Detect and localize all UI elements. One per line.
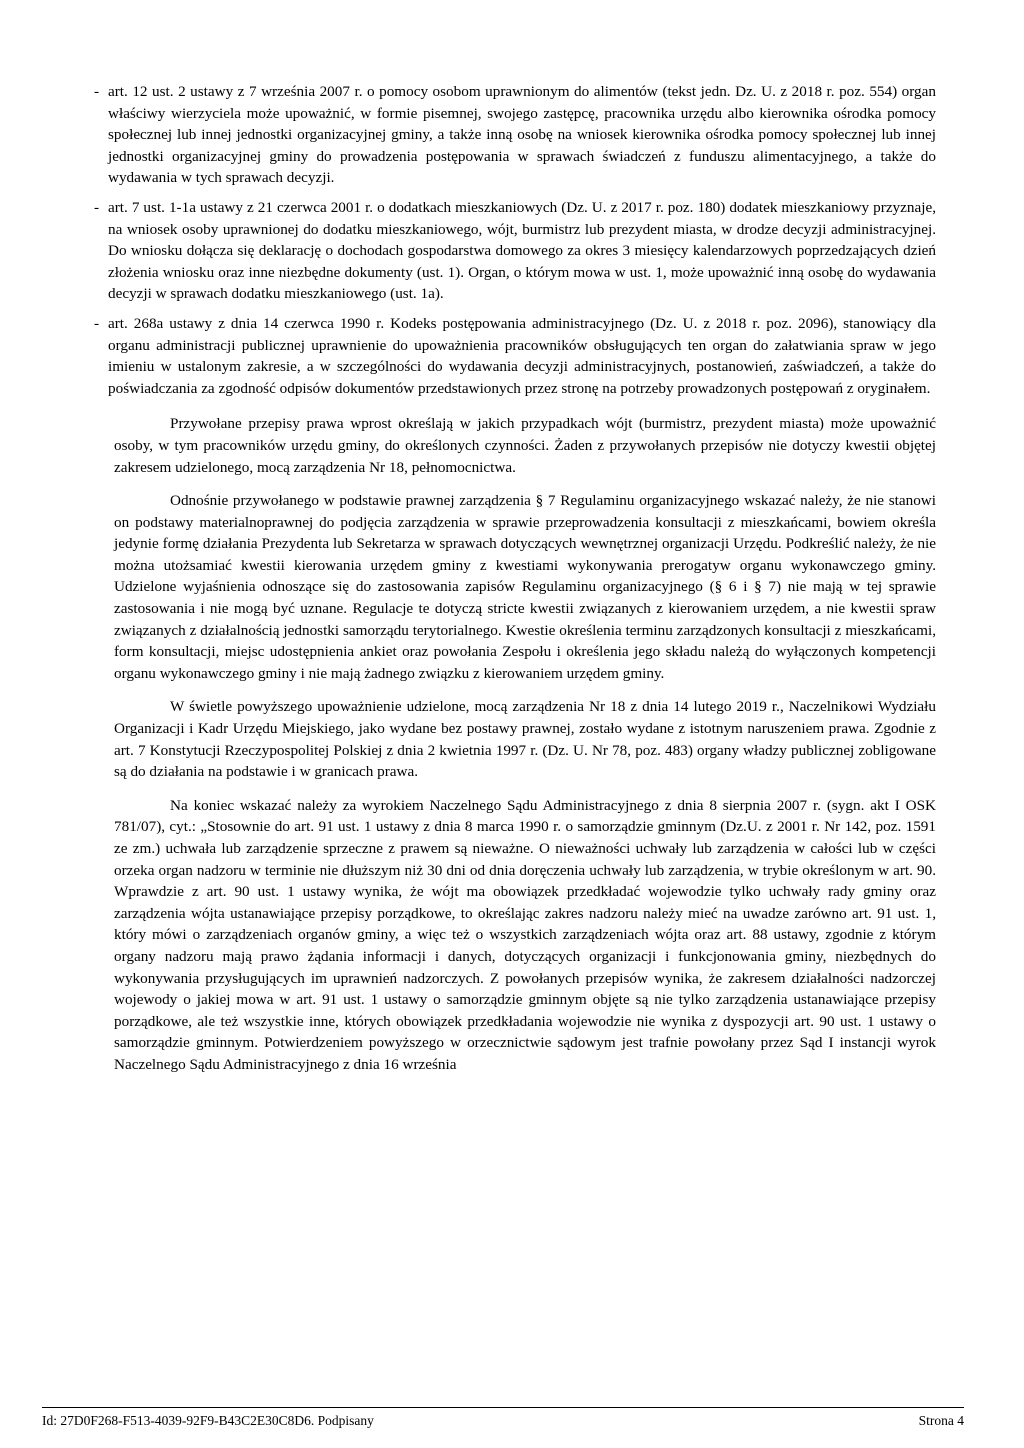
legal-basis-item	[94, 81, 936, 189]
body-paragraph: Odnośnie przywołanego w podstawie prawnej zarządzenia § 7 Regulaminu organizacyjnego wskazać należy, że nie stanowi on podstawy materialnoprawnej do podjęcia zarządzenia w sprawie przeprowadzenia konsultacji z mieszkańcami, bowiem określa jedynie formę działania Prezydenta lub Sekretarza w sprawach dotyczących wewnętrznej organizacji Urzędu. Podkreślić należy, że nie można utożsamiać kwestii kierowania urzędem gminy z kwestiami wykonywania prerogatyw organu wykonawczego gminy. Udzielone wyjaśnienia odnoszące się do zastosowania zapisów Regulaminu organizacyjnego (§ 6 i § 7) nie mają w tej sprawie zastosowania i nie mogą być uznane. Regulacje te dotyczą stricte kwestii związanych z kierowaniem urzędem, a nie kwestii spraw związanych z działalnością jednostki samorządu terytorialnego. Kwestie określenia terminu zarządzonych konsultacji z mieszkańcami, form konsultacji, miejsc udostępnienia ankiet oraz powołania Zespołu i określenia jego składu należą do wyłączonych kompetencji organu wykonawczego gminy i nie mają żadnego związku z kierowaniem urzędem gminy.	[114, 492, 936, 682]
body-paragraph: Przywołane przepisy prawa wprost określają w jakich przypadkach wójt (burmistrz, prezydent miasta) może upoważnić osoby, w tym pracowników urzędu gminy, do określonych czynności. Żaden z przywołanych przepisów nie dotyczy kwestii objętej zakresem udzielonego, mocą zarządzenia Nr 18, pełnomocnictwa.	[114, 415, 936, 476]
list-dash: -	[94, 198, 100, 216]
page-number: Strona 4	[918, 1413, 964, 1428]
body-paragraph: W świetle powyższego upoważnienie udzielone, mocą zarządzenia Nr 18 z dnia 14 lutego 2019 r., Naczelnikowi Wydziału Organizacji i Kadr Urzędu Miejskiego, jako wydane bez postawy prawnej, zostało wydane z istotnym naruszeniem prawa. Zgodnie z art. 7 Konstytucji Rzeczypospolitej Polskiej z dnia 2 kwietnia 1997 r. (Dz. U. Nr 78, poz. 483) organy władzy publicznej zobligowane są do działania na podstawie i w granicach prawa.	[114, 698, 936, 781]
body-paragraph: Na koniec wskazać należy za wyrokiem Naczelnego Sądu Administracyjnego z dnia 8 sierpnia 2007 r. (sygn. akt I OSK 781/07), cyt.: „Stosownie do art. 91 ust. 1 ustawy z dnia 8 marca 1990 r. o samorządzie gminnym (Dz.U. z 2001 r. Nr 142, poz. 1591 ze zm.) uchwała lub zarządzenie sprzeczne z prawem są nieważne. O nieważności uchwały lub zarządzenia w całości lub w części orzeka organ nadzoru w terminie nie dłuższym niż 30 dni od dnia doręczenia uchwały lub zarządzenia, w trybie określonym w art. 90. Wprawdzie z art. 90 ust. 1 ustawy wynika, że wójt ma obowiązek przedkładać wojewodzie tylko uchwały rady gminy oraz zarządzenia wójta ustanawiające przepisy porządkowe, to określając zakres nadzoru należy mieć na uwadze zarówno art. 91 ust. 1, który mówi o zarządzeniach organów gminy, a więc też o wszystkich zarządzeniach wójta oraz art. 88 ustawy, zgodnie z którym organy nadzoru mają prawo żądania informacji i danych, dotyczących organizacji i funkcjonowania gminy, niezbędnych do wykonywania przysługujących im uprawnień nadzorczych. Z powołanych przepisów wynika, że zakresem działalności nadzorczej wojewody o jakiej mowa w art. 91 ust. 1 ustawy o samorządzie gminnym objęte są nie tylko zarządzenia ustanawiające przepisy porządkowe, ale też wszystkie inne, których obowiązek przedkładania wojewodzie nie wynika z dyspozycji art. 90 ust. 1 ustawy o samorządzie gminnym. Potwierdzeniem powyższego w orzecznictwie sądowym jest trafnie powołany przez Sąd I instancji wyrok Naczelnego Sądu Administracyjnego z dnia 16 września	[114, 796, 936, 1073]
legal-basis-item	[94, 197, 936, 305]
document-body	[94, 81, 936, 1088]
legal-basis-text: art. 12 ust. 2 ustawy z 7 września 2007 r. o pomocy osobom uprawnionym do alimentów (tekst jedn. Dz. U. z 2018 r. poz. 554) organ właściwy wierzyciela może upoważnić, w formie pisemnej, swojego zastępcę, pracownika urzędu albo kierownika ośrodka pomocy społecznej lub innej jednostki organizacyjnej gminy, a także inną osobę na wniosek kierownika ośrodka pomocy społecznej lub innej jednostki organizacyjnej gminy do prowadzenia postępowania w sprawach świadczeń z funduszu alimentacyjnego, a także do wydawania w tych sprawach decyzji.	[108, 83, 936, 187]
legal-basis-item	[94, 313, 936, 399]
legal-basis-text: art. 268a ustawy z dnia 14 czerwca 1990 r. Kodeks postępowania administracyjnego (Dz. U. z 2018 r. poz. 2096), stanowiący dla organu administracji publicznej uprawnienie do upoważnienia pracowników obsługujących ten organ do załatwiania spraw w jego imieniu w ustalonym zakresie, a w szczególności do wydawania decyzji administracyjnych, postanowień, zaświadczeń, a także do poświadczania za zgodność odpisów dokumentów przedstawionych przez stronę na potrzeby prowadzonych postępowań z oryginałem.	[108, 314, 936, 397]
list-dash: -	[94, 314, 100, 332]
page-footer	[42, 1407, 964, 1429]
list-dash: -	[94, 83, 100, 100]
legal-basis-text: art. 7 ust. 1-1a ustawy z 21 czerwca 2001 r. o dodatkach mieszkaniowych (Dz. U. z 2017 r. poz. 180) dodatek mieszkaniowy przyznaje, na wniosek osoby uprawnionej do dodatku mieszkaniowego, wójt, burmistrz lub prezydent miasta, w drodze decyzji administracyjnej. Do wniosku dołącza się deklarację o dochodach gospodarstwa domowego za okres 3 miesięcy kalendarzowych poprzedzających dzień złożenia wniosku oraz inne niezbędne dokumenty (ust. 1). Organ, o którym mowa w ust. 1, może upoważnić inną osobę do wydawania decyzji w sprawach dodatku mieszkaniowego (ust. 1a).	[108, 198, 936, 303]
document-id: Id: 27D0F268-F513-4039-92F9-B43C2E30C8D6. Podpisany	[42, 1413, 374, 1428]
